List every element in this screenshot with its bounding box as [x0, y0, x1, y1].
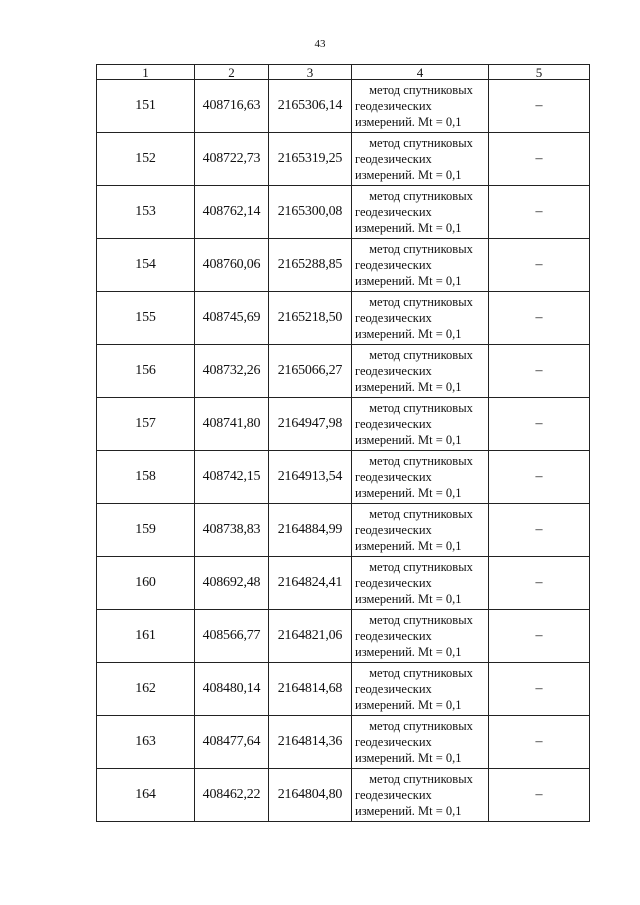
- table-row: [97, 292, 590, 345]
- header-col-4: 4: [352, 65, 489, 80]
- x-coordinate-cell: 408566,77: [195, 610, 269, 663]
- point-number-cell: 156: [97, 345, 195, 398]
- col5-cell: –: [489, 239, 590, 292]
- method-cell: [352, 451, 489, 504]
- point-number-cell: 159: [97, 504, 195, 557]
- col5-cell: –: [489, 80, 590, 133]
- method-cell: [352, 663, 489, 716]
- point-number-cell: 151: [97, 80, 195, 133]
- method-cell: [352, 345, 489, 398]
- method-line: метод спутниковых: [369, 83, 473, 97]
- method-cell: [352, 292, 489, 345]
- y-coordinate-cell: 2165218,50: [269, 292, 352, 345]
- header-col-3: 3: [269, 65, 352, 80]
- col5-cell: –: [489, 610, 590, 663]
- point-number-cell: 152: [97, 133, 195, 186]
- method-line: геодезических: [355, 99, 432, 113]
- table-row: [97, 345, 590, 398]
- y-coordinate-cell: 2164824,41: [269, 557, 352, 610]
- col5-cell: –: [489, 769, 590, 822]
- y-coordinate-cell: 2164814,36: [269, 716, 352, 769]
- method-line: геодезических: [355, 152, 432, 166]
- table-row: [97, 398, 590, 451]
- method-line: геодезических: [355, 788, 432, 802]
- x-coordinate-cell: 408716,63: [195, 80, 269, 133]
- table-row: [97, 239, 590, 292]
- method-line: измерений. Mt = 0,1: [355, 274, 462, 288]
- table-row: [97, 610, 590, 663]
- y-coordinate-cell: 2164947,98: [269, 398, 352, 451]
- x-coordinate-cell: 408732,26: [195, 345, 269, 398]
- table-row: [97, 504, 590, 557]
- point-number-cell: 155: [97, 292, 195, 345]
- method-line: измерений. Mt = 0,1: [355, 486, 462, 500]
- method-line: геодезических: [355, 311, 432, 325]
- y-coordinate-cell: 2165066,27: [269, 345, 352, 398]
- point-number-cell: 157: [97, 398, 195, 451]
- point-number-cell: 160: [97, 557, 195, 610]
- method-line: измерений. Mt = 0,1: [355, 592, 462, 606]
- point-number-cell: 162: [97, 663, 195, 716]
- y-coordinate-cell: 2165306,14: [269, 80, 352, 133]
- method-line: геодезических: [355, 205, 432, 219]
- col5-cell: –: [489, 292, 590, 345]
- method-line: метод спутниковых: [369, 295, 473, 309]
- y-coordinate-cell: 2165319,25: [269, 133, 352, 186]
- method-cell: [352, 133, 489, 186]
- method-line: измерений. Mt = 0,1: [355, 539, 462, 553]
- table-row: [97, 663, 590, 716]
- point-number-cell: 161: [97, 610, 195, 663]
- method-line: геодезических: [355, 470, 432, 484]
- method-line: измерений. Mt = 0,1: [355, 327, 462, 341]
- method-cell: [352, 716, 489, 769]
- method-line: метод спутниковых: [369, 613, 473, 627]
- y-coordinate-cell: 2164913,54: [269, 451, 352, 504]
- method-line: метод спутниковых: [369, 401, 473, 415]
- table-header: [97, 65, 590, 80]
- y-coordinate-cell: 2165300,08: [269, 186, 352, 239]
- method-line: метод спутниковых: [369, 454, 473, 468]
- method-cell: [352, 557, 489, 610]
- method-line: измерений. Mt = 0,1: [355, 221, 462, 235]
- method-line: метод спутниковых: [369, 242, 473, 256]
- point-number-cell: 163: [97, 716, 195, 769]
- method-line: метод спутниковых: [369, 348, 473, 362]
- method-line: геодезических: [355, 576, 432, 590]
- col5-cell: –: [489, 557, 590, 610]
- method-line: метод спутниковых: [369, 719, 473, 733]
- x-coordinate-cell: 408762,14: [195, 186, 269, 239]
- method-line: измерений. Mt = 0,1: [355, 698, 462, 712]
- col5-cell: –: [489, 716, 590, 769]
- x-coordinate-cell: 408722,73: [195, 133, 269, 186]
- x-coordinate-cell: 408477,64: [195, 716, 269, 769]
- point-number-cell: 153: [97, 186, 195, 239]
- method-cell: [352, 504, 489, 557]
- method-line: измерений. Mt = 0,1: [355, 380, 462, 394]
- y-coordinate-cell: 2164804,80: [269, 769, 352, 822]
- method-line: измерений. Mt = 0,1: [355, 168, 462, 182]
- method-line: метод спутниковых: [369, 560, 473, 574]
- method-line: метод спутниковых: [369, 136, 473, 150]
- table-body: [97, 80, 590, 822]
- method-line: метод спутниковых: [369, 189, 473, 203]
- method-line: геодезических: [355, 682, 432, 696]
- x-coordinate-cell: 408745,69: [195, 292, 269, 345]
- coordinates-table: [96, 64, 590, 822]
- table-row: [97, 716, 590, 769]
- y-coordinate-cell: 2164814,68: [269, 663, 352, 716]
- method-line: геодезических: [355, 629, 432, 643]
- y-coordinate-cell: 2164884,99: [269, 504, 352, 557]
- col5-cell: –: [489, 345, 590, 398]
- x-coordinate-cell: 408462,22: [195, 769, 269, 822]
- method-cell: [352, 80, 489, 133]
- col5-cell: –: [489, 398, 590, 451]
- x-coordinate-cell: 408742,15: [195, 451, 269, 504]
- method-line: измерений. Mt = 0,1: [355, 804, 462, 818]
- method-cell: [352, 769, 489, 822]
- col5-cell: –: [489, 133, 590, 186]
- method-cell: [352, 398, 489, 451]
- table-row: [97, 133, 590, 186]
- method-line: геодезических: [355, 735, 432, 749]
- method-line: измерений. Mt = 0,1: [355, 751, 462, 765]
- table-row: [97, 451, 590, 504]
- method-line: геодезических: [355, 364, 432, 378]
- x-coordinate-cell: 408741,80: [195, 398, 269, 451]
- method-line: геодезических: [355, 523, 432, 537]
- x-coordinate-cell: 408738,83: [195, 504, 269, 557]
- header-col-1: 1: [97, 65, 195, 80]
- x-coordinate-cell: 408480,14: [195, 663, 269, 716]
- col5-cell: –: [489, 504, 590, 557]
- col5-cell: –: [489, 451, 590, 504]
- point-number-cell: 158: [97, 451, 195, 504]
- table-row: [97, 186, 590, 239]
- col5-cell: –: [489, 186, 590, 239]
- point-number-cell: 164: [97, 769, 195, 822]
- method-line: метод спутниковых: [369, 772, 473, 786]
- y-coordinate-cell: 2165288,85: [269, 239, 352, 292]
- y-coordinate-cell: 2164821,06: [269, 610, 352, 663]
- col5-cell: –: [489, 663, 590, 716]
- header-col-5: 5: [489, 65, 590, 80]
- header-row: [97, 65, 590, 80]
- method-cell: [352, 239, 489, 292]
- table-row: [97, 557, 590, 610]
- method-line: измерений. Mt = 0,1: [355, 115, 462, 129]
- method-line: метод спутниковых: [369, 507, 473, 521]
- method-cell: [352, 186, 489, 239]
- method-line: измерений. Mt = 0,1: [355, 645, 462, 659]
- page-number: 43: [314, 38, 326, 50]
- method-line: измерений. Mt = 0,1: [355, 433, 462, 447]
- point-number-cell: 154: [97, 239, 195, 292]
- method-line: геодезических: [355, 258, 432, 272]
- method-cell: [352, 610, 489, 663]
- method-line: метод спутниковых: [369, 666, 473, 680]
- x-coordinate-cell: 408692,48: [195, 557, 269, 610]
- method-line: геодезических: [355, 417, 432, 431]
- table-row: [97, 80, 590, 133]
- table-row: [97, 769, 590, 822]
- header-col-2: 2: [195, 65, 269, 80]
- x-coordinate-cell: 408760,06: [195, 239, 269, 292]
